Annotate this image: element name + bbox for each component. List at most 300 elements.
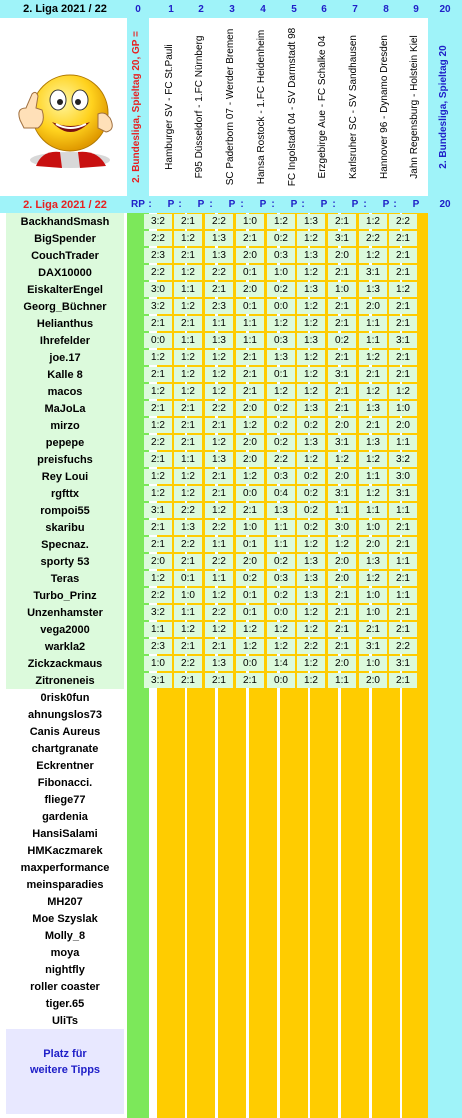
player-name-29: 0risk0fun [6, 689, 124, 706]
tip-20-9: 2:1 [389, 537, 417, 552]
tip-7-8: 1:1 [359, 316, 387, 331]
tip-9-2: 1:2 [174, 350, 202, 365]
tip-8-8: 1:1 [359, 333, 387, 348]
player-name-26: warkla2 [6, 638, 124, 655]
tip-23-9: 1:1 [389, 588, 417, 603]
smiley-thumbs-up-icon [6, 18, 124, 196]
tip-22-9: 2:1 [389, 571, 417, 586]
match-name-cell-6 [308, 18, 340, 196]
tip-15-2: 1:1 [174, 452, 202, 467]
tip-26-2: 2:1 [174, 639, 202, 654]
subheader-p-3: P [228, 199, 236, 210]
subheader-p-8: P [382, 199, 390, 210]
tip-21-5: 0:2 [267, 554, 295, 569]
tip-24-1: 3:2 [144, 605, 172, 620]
player-name-39: maxperformance [6, 859, 124, 876]
tip-10-4: 2:1 [236, 367, 264, 382]
tip-18-8: 1:1 [359, 503, 387, 518]
tip-10-9: 2:1 [389, 367, 417, 382]
player-name-42: Moe Szyslak [6, 910, 124, 927]
tip-3-2: 2:1 [174, 248, 202, 263]
tip-13-5: 0:2 [267, 418, 295, 433]
tip-27-2: 2:2 [174, 656, 202, 671]
player-name-23: Turbo_Prinz [6, 587, 124, 604]
tip-22-3: 1:1 [205, 571, 233, 586]
tip-16-3: 2:1 [205, 469, 233, 484]
tip-9-3: 1:2 [205, 350, 233, 365]
tip-9-7: 2:1 [328, 350, 356, 365]
tip-5-2: 1:1 [174, 282, 202, 297]
tip-4-7: 2:1 [328, 265, 356, 280]
tip-4-4: 0:1 [236, 265, 264, 280]
tip-13-7: 2:0 [328, 418, 356, 433]
tip-2-5: 0:2 [267, 231, 295, 246]
tip-5-5: 0:2 [267, 282, 295, 297]
tip-2-2: 1:2 [174, 231, 202, 246]
tip-12-1: 2:1 [144, 401, 172, 416]
tip-16-4: 1:2 [236, 469, 264, 484]
tip-4-8: 3:1 [359, 265, 387, 280]
player-name-15: preisfuchs [6, 451, 124, 468]
tip-28-4: 2:1 [236, 673, 264, 688]
tip-18-2: 2:2 [174, 503, 202, 518]
tip-13-1: 1:2 [144, 418, 172, 433]
tip-26-8: 3:1 [359, 639, 387, 654]
player-name-10: Kalle 8 [6, 366, 124, 383]
subheader-20: 20 [439, 199, 451, 210]
tip-9-8: 1:2 [359, 350, 387, 365]
tip-2-7: 3:1 [328, 231, 356, 246]
tip-2-1: 2:2 [144, 231, 172, 246]
tip-20-2: 2:2 [174, 537, 202, 552]
tip-2-8: 2:2 [359, 231, 387, 246]
player-name-19: skaribu [6, 519, 124, 536]
tip-7-9: 2:1 [389, 316, 417, 331]
footer-line-2: weitere Tipps [29, 1064, 101, 1076]
tip-24-9: 2:1 [389, 605, 417, 620]
match-name-1: Hamburger SV - FC St.Pauli [164, 44, 175, 170]
tip-21-4: 2:0 [236, 554, 264, 569]
tip-24-8: 1:0 [359, 605, 387, 620]
player-name-11: macos [6, 383, 124, 400]
player-name-25: vega2000 [6, 621, 124, 638]
player-name-35: fliege77 [6, 791, 124, 808]
player-name-33: Eckrentner [6, 757, 124, 774]
subheader-p-6: P [320, 199, 328, 210]
tip-21-9: 1:1 [389, 554, 417, 569]
subheader-p-2: P [197, 199, 205, 210]
match-name-3: SC Paderborn 07 - Werder Bremen [225, 28, 236, 186]
match-number-4: 4 [260, 3, 266, 15]
tip-28-2: 2:1 [174, 673, 202, 688]
tip-10-6: 1:2 [297, 367, 325, 382]
tip-14-8: 1:3 [359, 435, 387, 450]
tip-22-4: 0:2 [236, 571, 264, 586]
player-name-14: pepepe [6, 434, 124, 451]
match-number-8: 8 [383, 3, 389, 15]
player-name-17: rgfttx [6, 485, 124, 502]
tip-9-5: 1:3 [267, 350, 295, 365]
tip-14-7: 3:1 [328, 435, 356, 450]
player-name-32: chartgranate [6, 740, 124, 757]
tip-11-1: 1:2 [144, 384, 172, 399]
tip-12-9: 1:0 [389, 401, 417, 416]
tip-17-1: 1:2 [144, 486, 172, 501]
tip-5-6: 1:3 [297, 282, 325, 297]
tip-26-9: 2:2 [389, 639, 417, 654]
tip-6-8: 2:0 [359, 299, 387, 314]
tip-9-6: 1:2 [297, 350, 325, 365]
tip-20-7: 1:2 [328, 537, 356, 552]
subheader-p-1: P [167, 199, 175, 210]
subheader-colon-2: : [178, 199, 182, 210]
tip-12-2: 2:1 [174, 401, 202, 416]
tip-1-1: 3:2 [144, 214, 172, 229]
tip-24-6: 1:2 [297, 605, 325, 620]
player-name-44: moya [6, 944, 124, 961]
tip-14-3: 1:2 [205, 435, 233, 450]
player-name-1: BackhandSmash [6, 213, 124, 230]
tip-23-7: 2:1 [328, 588, 356, 603]
tip-11-7: 2:1 [328, 384, 356, 399]
tip-17-2: 1:2 [174, 486, 202, 501]
tip-13-3: 2:1 [205, 418, 233, 433]
player-name-37: HansiSalami [6, 825, 124, 842]
tip-18-6: 0:2 [297, 503, 325, 518]
tip-4-2: 1:2 [174, 265, 202, 280]
tip-4-9: 2:1 [389, 265, 417, 280]
tip-27-1: 1:0 [144, 656, 172, 671]
match-name-9: Jahn Regensburg - Holstein Kiel [409, 35, 420, 179]
player-name-18: rompoi55 [6, 502, 124, 519]
tip-15-7: 1:2 [328, 452, 356, 467]
tip-16-9: 3:0 [389, 469, 417, 484]
tip-11-6: 1:2 [297, 384, 325, 399]
tip-22-8: 1:2 [359, 571, 387, 586]
tip-24-4: 0:1 [236, 605, 264, 620]
player-name-38: HMKaczmarek [6, 842, 124, 859]
season-title: 2. Liga 2021 / 22 [23, 3, 107, 15]
tip-22-1: 1:2 [144, 571, 172, 586]
match-name-2: F95 Düsseldorf - 1.FC Nürnberg [194, 35, 205, 179]
tip-20-5: 1:1 [267, 537, 295, 552]
tip-15-9: 3:2 [389, 452, 417, 467]
tip-12-4: 2:0 [236, 401, 264, 416]
tip-26-6: 2:2 [297, 639, 325, 654]
tip-20-8: 2:0 [359, 537, 387, 552]
match-number-5: 5 [291, 3, 297, 15]
player-name-40: meinsparadies [6, 876, 124, 893]
tip-28-9: 2:1 [389, 673, 417, 688]
tip-19-6: 0:2 [297, 520, 325, 535]
tip-19-9: 2:1 [389, 520, 417, 535]
side-title-left [127, 18, 149, 196]
player-name-24: Unzenhamster [6, 604, 124, 621]
tip-17-6: 0:2 [297, 486, 325, 501]
subheader-p-7: P [351, 199, 359, 210]
tip-18-9: 1:1 [389, 503, 417, 518]
tip-8-2: 1:1 [174, 333, 202, 348]
tip-27-9: 3:1 [389, 656, 417, 671]
tip-12-3: 2:2 [205, 401, 233, 416]
tip-22-6: 1:3 [297, 571, 325, 586]
match-name-cell-7 [339, 18, 371, 196]
tip-20-1: 2:1 [144, 537, 172, 552]
tip-18-7: 1:1 [328, 503, 356, 518]
tip-2-3: 1:3 [205, 231, 233, 246]
tip-12-7: 2:1 [328, 401, 356, 416]
tip-7-4: 1:1 [236, 316, 264, 331]
tip-14-6: 1:3 [297, 435, 325, 450]
tip-1-3: 2:2 [205, 214, 233, 229]
match-name-4: Hansa Rostock - 1.FC Heidenheim [256, 29, 267, 185]
tip-28-1: 3:1 [144, 673, 172, 688]
tip-11-3: 1:2 [205, 384, 233, 399]
tip-21-6: 1:3 [297, 554, 325, 569]
player-name-36: gardenia [6, 808, 124, 825]
player-name-2: BigSpender [6, 230, 124, 247]
tip-7-5: 1:2 [267, 316, 295, 331]
tip-8-4: 1:1 [236, 333, 264, 348]
tip-27-3: 1:3 [205, 656, 233, 671]
tip-26-1: 2:3 [144, 639, 172, 654]
match-name-8: Hannover 96 - Dynamo Dresden [379, 35, 390, 179]
tip-18-5: 1:3 [267, 503, 295, 518]
tip-15-5: 2:2 [267, 452, 295, 467]
tip-7-7: 2:1 [328, 316, 356, 331]
tip-16-7: 2:0 [328, 469, 356, 484]
tip-10-5: 0:1 [267, 367, 295, 382]
tip-4-5: 1:0 [267, 265, 295, 280]
side-title-right [428, 18, 462, 196]
tip-4-3: 2:2 [205, 265, 233, 280]
tip-3-4: 2:0 [236, 248, 264, 263]
match-name-cell-8 [370, 18, 402, 196]
tip-16-8: 1:1 [359, 469, 387, 484]
tip-14-5: 0:2 [267, 435, 295, 450]
column-number-0: 0 [135, 3, 141, 15]
tip-17-9: 3:1 [389, 486, 417, 501]
tip-15-4: 2:0 [236, 452, 264, 467]
tip-27-6: 1:2 [297, 656, 325, 671]
match-number-7: 7 [352, 3, 358, 15]
tip-11-8: 1:2 [359, 384, 387, 399]
tip-11-4: 2:1 [236, 384, 264, 399]
match-name-cell-2 [185, 18, 217, 196]
tip-3-3: 1:3 [205, 248, 233, 263]
tip-8-6: 1:3 [297, 333, 325, 348]
tip-16-5: 0:3 [267, 469, 295, 484]
player-name-12: MaJoLa [6, 400, 124, 417]
tip-22-2: 0:1 [174, 571, 202, 586]
tip-3-6: 1:3 [297, 248, 325, 263]
subheader-colon-1: : [148, 199, 152, 210]
tip-8-5: 0:3 [267, 333, 295, 348]
player-name-16: Rey Loui [6, 468, 124, 485]
match-name-cell-1 [155, 18, 187, 196]
player-name-48: UliTs [6, 1012, 124, 1029]
tip-6-3: 2:3 [205, 299, 233, 314]
tip-15-6: 1:2 [297, 452, 325, 467]
subheader-colon-9: : [393, 199, 397, 210]
tip-13-6: 0:2 [297, 418, 325, 433]
tip-14-9: 1:1 [389, 435, 417, 450]
tip-23-4: 0:1 [236, 588, 264, 603]
subheader-p-5: P [290, 199, 298, 210]
tip-1-2: 2:1 [174, 214, 202, 229]
tip-3-9: 2:1 [389, 248, 417, 263]
tip-10-8: 2:1 [359, 367, 387, 382]
side-title-right-text: 2. Bundesliga, Spieltag 20 [438, 45, 449, 169]
match-number-2: 2 [198, 3, 204, 15]
tip-4-1: 2:2 [144, 265, 172, 280]
match-name-cell-3 [216, 18, 248, 196]
tip-14-1: 2:2 [144, 435, 172, 450]
tip-19-5: 1:1 [267, 520, 295, 535]
player-name-8: Ihrefelder [6, 332, 124, 349]
tip-5-8: 1:3 [359, 282, 387, 297]
player-name-22: Teras [6, 570, 124, 587]
tip-24-7: 2:1 [328, 605, 356, 620]
tip-4-6: 1:2 [297, 265, 325, 280]
player-name-9: joe.17 [6, 349, 124, 366]
tip-6-1: 3:2 [144, 299, 172, 314]
tip-14-2: 2:1 [174, 435, 202, 450]
tip-13-4: 1:2 [236, 418, 264, 433]
tip-26-5: 1:2 [267, 639, 295, 654]
match-number-1: 1 [168, 3, 174, 15]
tip-26-7: 2:1 [328, 639, 356, 654]
tip-8-7: 0:2 [328, 333, 356, 348]
column-number-20: 20 [439, 3, 451, 15]
tip-7-1: 2:1 [144, 316, 172, 331]
tip-21-7: 2:0 [328, 554, 356, 569]
match-number-6: 6 [321, 3, 327, 15]
tip-1-5: 1:2 [267, 214, 295, 229]
tip-23-1: 2:2 [144, 588, 172, 603]
tip-2-6: 1:2 [297, 231, 325, 246]
player-name-45: nightfly [6, 961, 124, 978]
tip-6-4: 0:1 [236, 299, 264, 314]
match-number-9: 9 [413, 3, 419, 15]
tip-27-7: 2:0 [328, 656, 356, 671]
tip-13-9: 2:0 [389, 418, 417, 433]
tip-18-1: 3:1 [144, 503, 172, 518]
tip-6-9: 2:1 [389, 299, 417, 314]
player-name-47: tiger.65 [6, 995, 124, 1012]
player-name-5: EiskalterEngel [6, 281, 124, 298]
tip-3-5: 0:3 [267, 248, 295, 263]
tip-12-5: 0:2 [267, 401, 295, 416]
subheader-colon-6: : [301, 199, 305, 210]
subheader-colon-5: : [271, 199, 275, 210]
tip-16-2: 1:2 [174, 469, 202, 484]
match-name-5: FC Ingolstadt 04 - SV Darmstadt 98 [287, 27, 298, 187]
player-name-7: Helianthus [6, 315, 124, 332]
footer-line-1: Platz für [43, 1048, 87, 1060]
tip-20-3: 1:1 [205, 537, 233, 552]
match-number-3: 3 [229, 3, 235, 15]
tip-25-9: 2:1 [389, 622, 417, 637]
tip-25-5: 1:2 [267, 622, 295, 637]
tip-26-4: 1:2 [236, 639, 264, 654]
subheader-p-9: P [412, 199, 420, 210]
tip-23-8: 1:0 [359, 588, 387, 603]
tip-19-7: 3:0 [328, 520, 356, 535]
tip-5-4: 2:0 [236, 282, 264, 297]
tip-19-1: 2:1 [144, 520, 172, 535]
tip-13-2: 2:1 [174, 418, 202, 433]
tip-25-8: 2:1 [359, 622, 387, 637]
tip-16-6: 0:2 [297, 469, 325, 484]
player-name-46: roller coaster [6, 978, 124, 995]
tip-9-4: 2:1 [236, 350, 264, 365]
subheader-colon-3: : [209, 199, 213, 210]
tip-19-2: 1:3 [174, 520, 202, 535]
player-name-28: Zitroneneis [6, 672, 124, 689]
tip-21-1: 2:0 [144, 554, 172, 569]
tip-23-2: 1:0 [174, 588, 202, 603]
tip-10-2: 1:2 [174, 367, 202, 382]
tip-8-9: 3:1 [389, 333, 417, 348]
tip-7-3: 1:1 [205, 316, 233, 331]
player-name-41: MH207 [6, 893, 124, 910]
tip-5-1: 3:0 [144, 282, 172, 297]
logo-area [6, 18, 124, 196]
tip-11-5: 1:2 [267, 384, 295, 399]
tip-21-8: 1:3 [359, 554, 387, 569]
tip-3-7: 2:0 [328, 248, 356, 263]
match-name-7: Karlsruher SC - SV Sandhausen [348, 35, 359, 179]
tip-3-1: 2:3 [144, 248, 172, 263]
tip-6-6: 1:2 [297, 299, 325, 314]
tip-7-2: 2:1 [174, 316, 202, 331]
tip-5-7: 1:0 [328, 282, 356, 297]
subheader-colon-7: : [332, 199, 336, 210]
match-name-cell-4 [247, 18, 279, 196]
tip-7-6: 1:2 [297, 316, 325, 331]
tip-28-6: 1:2 [297, 673, 325, 688]
tip-8-3: 1:3 [205, 333, 233, 348]
tip-25-4: 1:2 [236, 622, 264, 637]
tip-23-6: 1:3 [297, 588, 325, 603]
tip-26-3: 2:1 [205, 639, 233, 654]
tip-20-4: 0:1 [236, 537, 264, 552]
tip-18-3: 1:2 [205, 503, 233, 518]
player-name-4: DAX10000 [6, 264, 124, 281]
tip-21-3: 2:2 [205, 554, 233, 569]
tip-11-2: 1:2 [174, 384, 202, 399]
tip-20-6: 1:2 [297, 537, 325, 552]
tip-24-5: 0:0 [267, 605, 295, 620]
total-column [428, 213, 462, 1118]
tip-28-3: 2:1 [205, 673, 233, 688]
tip-16-1: 1:2 [144, 469, 172, 484]
player-name-34: Fibonacci. [6, 774, 124, 791]
tip-22-5: 0:3 [267, 571, 295, 586]
tip-17-5: 0:4 [267, 486, 295, 501]
tip-27-4: 0:0 [236, 656, 264, 671]
tip-24-2: 1:1 [174, 605, 202, 620]
tip-5-3: 2:1 [205, 282, 233, 297]
subheader-p-4: P [259, 199, 267, 210]
tip-11-9: 1:2 [389, 384, 417, 399]
tip-6-5: 0:0 [267, 299, 295, 314]
tip-17-7: 3:1 [328, 486, 356, 501]
subheader-colon-4: : [240, 199, 244, 210]
player-name-27: Zickzackmaus [6, 655, 124, 672]
side-title-left-text: 2. Bundesliga, Spieltag 20, GP = [131, 31, 142, 183]
